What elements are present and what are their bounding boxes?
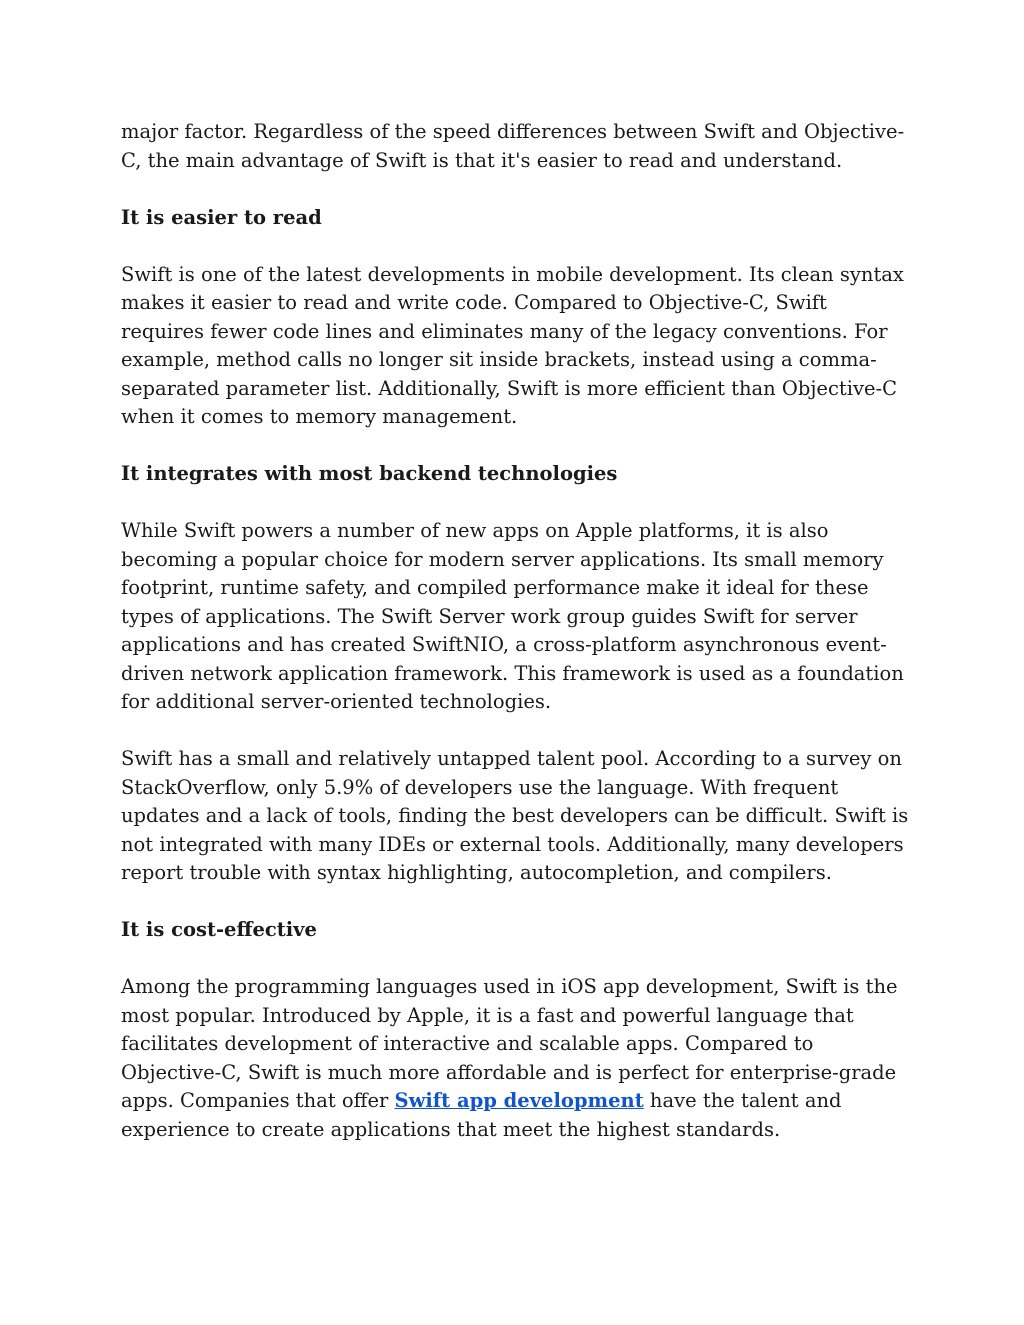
paragraph-cost-effective-text-end: have the talent and experience to create applications that meet the highest standards. xyxy=(121,1089,842,1141)
swift-app-development-link[interactable]: Swift app development xyxy=(394,1089,644,1112)
heading-easier-to-read: It is easier to read xyxy=(121,205,322,229)
paragraph-intro: major factor. Regardless of the speed differences between Swift and Objective-C, the main advantage of Swift is that it's easier to read and understand. xyxy=(121,120,905,172)
heading-cost-effective: It is cost-effective xyxy=(121,918,317,941)
paragraph-backend-technologies: While Swift powers a number of new apps on Apple platforms, it is also becoming a popular choice for modern server applications. Its small memory footprint, runtime safety, and compiled performance make it ideal for these types of applications. The Swift Server work group guides Swift for server applications and has created SwiftNIO, a cross-platform asynchronous event-driven network application framework. This framework is used as a foundation for additional server-oriented technologies. xyxy=(121,519,904,713)
paragraph-cost-effective xyxy=(121,973,911,1144)
document-page xyxy=(121,118,911,1173)
paragraph-cost-effective-text-start: Among the programming languages used in iOS app development, Swift is the most popular. Introduced by Apple, it is a fast and powerful language that facilitates development of interactive and scalable apps. Compared to Objective-C, Swift is much more affordable and is perfect for enterprise-grade apps. Companies that offer xyxy=(121,975,898,1112)
paragraph-easier-to-read: Swift is one of the latest developments in mobile development. Its clean syntax makes it easier to read and write code. Compared to Objective-C, Swift requires fewer code lines and eliminates many of the legacy conventions. For example, method calls no longer sit inside brackets, instead using a comma-separated parameter list. Additionally, Swift is more efficient than Objective-C when it comes to memory management. xyxy=(121,262,904,428)
heading-backend-technologies: It integrates with most backend technologies xyxy=(121,462,618,485)
paragraph-talent-pool: Swift has a small and relatively untapped talent pool. According to a survey on StackOverflow, only 5.9% of developers use the language. With frequent updates and a lack of tools, finding the best developers can be difficult. Swift is not integrated with many IDEs or external tools. Additionally, many developers report trouble with syntax highlighting, autocompletion, and compilers. xyxy=(121,747,909,884)
